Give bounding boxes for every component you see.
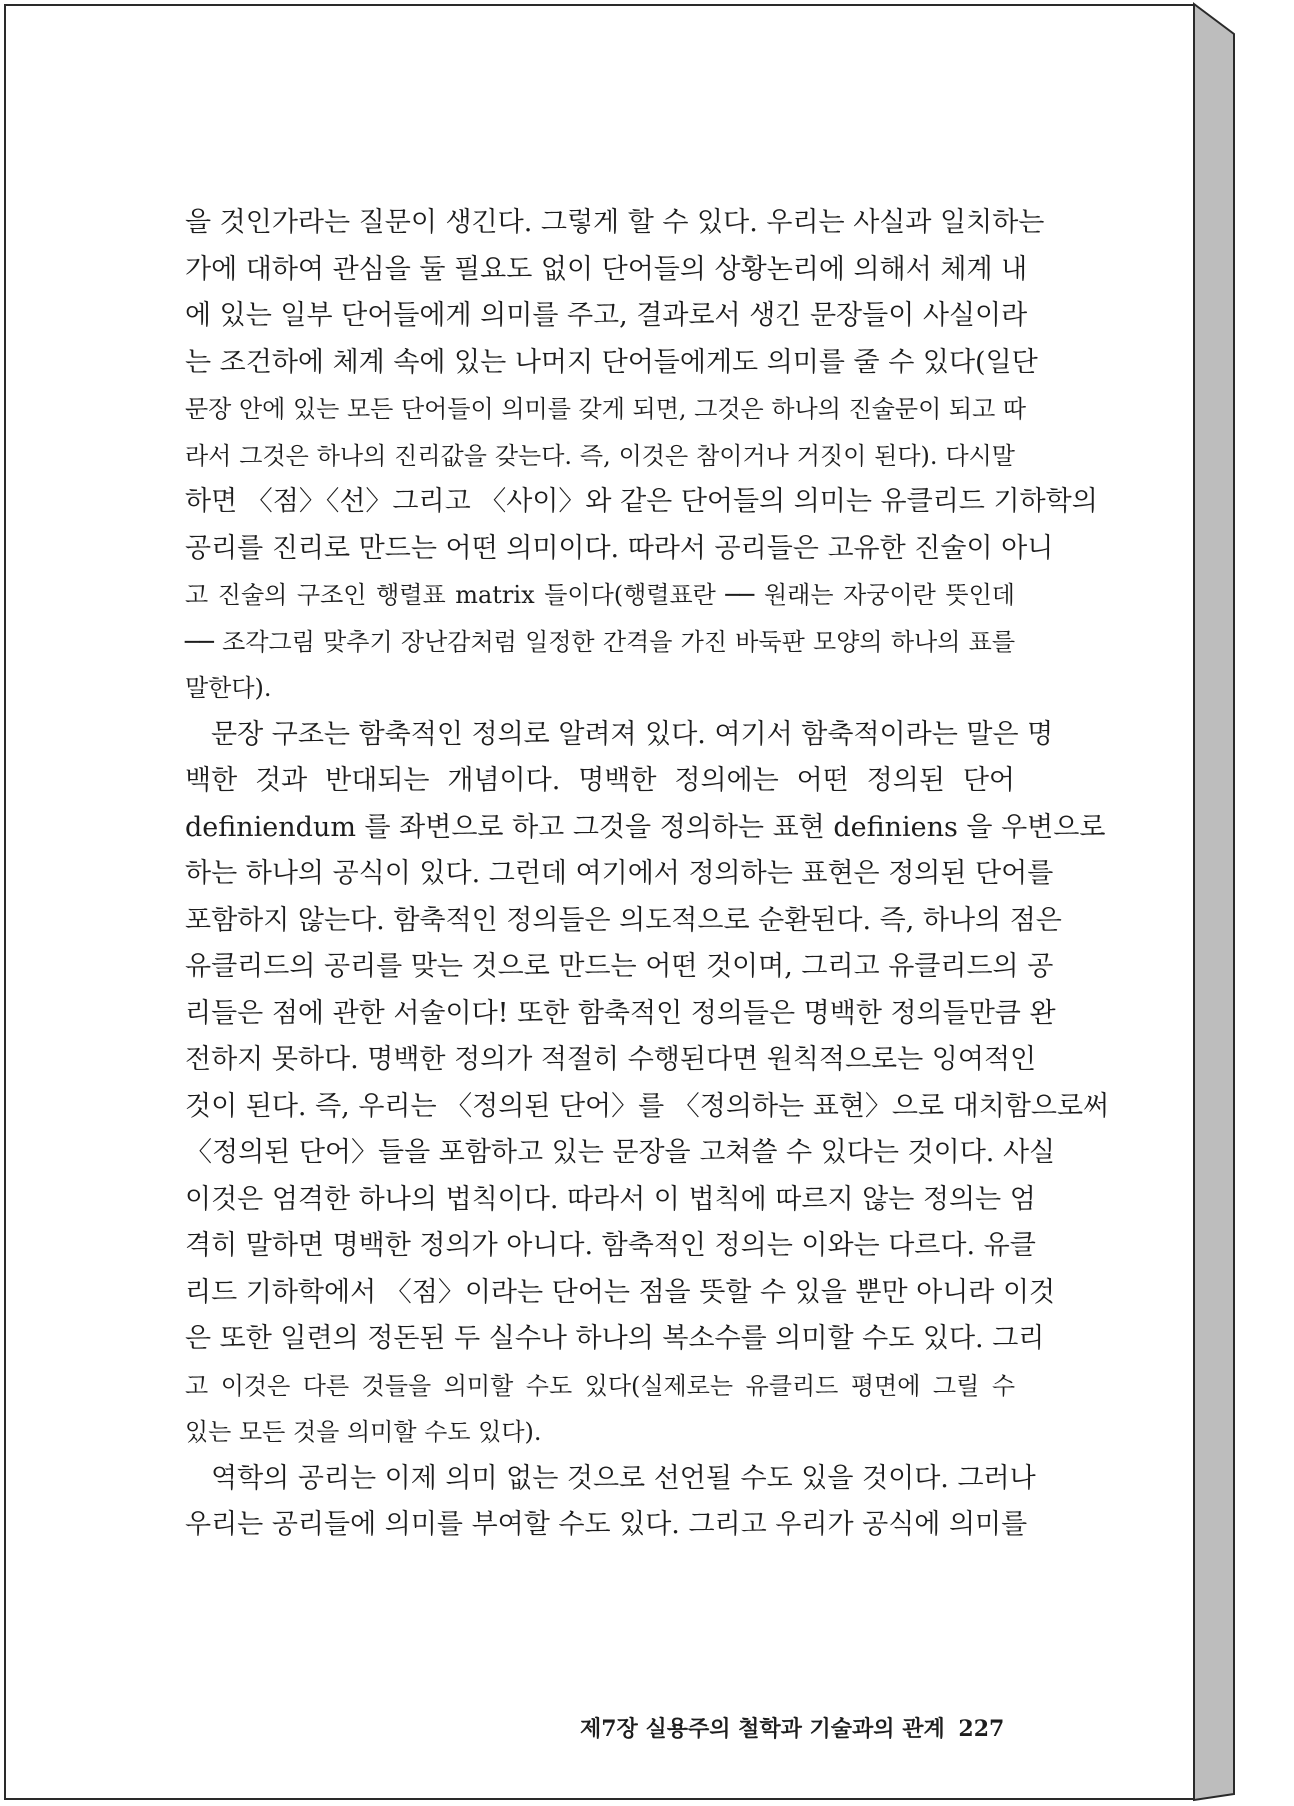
text-line: 고 진술의 구조인 행렬표 matrix 들이다(행렬표란 ── 원래는 자궁이란 뜻인데 bbox=[185, 581, 1015, 609]
text-line: 라서 그것은 하나의 진리값을 갖는다. 즉, 이것은 참이거나 거짓이 된다). 다시말 bbox=[185, 441, 1015, 470]
text-line: 에 있는 일부 단어들에게 의미를 주고, 결과로서 생긴 문장들이 사실이라 bbox=[185, 300, 1028, 331]
body-text bbox=[185, 200, 1110, 1549]
text-line: 문장 안에 있는 모든 단어들이 의미를 갖게 되면, 그것은 하나의 진술문이 되고 따 bbox=[185, 395, 1027, 423]
text-line: 이것은 엄격한 하나의 법칙이다. 따라서 이 법칙에 따르지 않는 정의는 엄 bbox=[185, 1183, 1036, 1215]
text-line: 하면 〈점〉〈선〉그리고 〈사이〉와 같은 단어들의 의미는 유클리드 기하학의 bbox=[185, 486, 1098, 517]
text-line: 것이 된다. 즉, 우리는 〈정의된 단어〉를 〈정의하는 표현〉으로 대치함으로써 bbox=[185, 1090, 1110, 1122]
text-line: 가에 대하여 관심을 둘 필요도 없이 단어들의 상황논리에 의해서 체계 내 bbox=[185, 253, 1028, 285]
text-line: 하는 하나의 공식이 있다. 그런데 여기에서 정의하는 표현은 정의된 단어를 bbox=[185, 858, 1054, 889]
text-line: 리드 기하학에서 〈점〉이라는 단어는 점을 뜻할 수 있을 뿐만 아니라 이것 bbox=[185, 1276, 1056, 1308]
text-line: 있는 모든 것을 의미할 수도 있다). bbox=[185, 1418, 542, 1446]
text-line: ── 조각그림 맞추기 장난감처럼 일정한 간격을 가진 바둑판 모양의 하나의 표를 bbox=[185, 627, 1015, 656]
text-line: definiendum 를 좌변으로 하고 그것을 정의하는 표현 definiens 을 우변으로 bbox=[185, 811, 1106, 843]
text-line: 포함하지 않는다. 함축적인 정의들은 의도적으로 순환된다. 즉, 하나의 점은 bbox=[185, 904, 1062, 936]
text-line: 고 이것은 다른 것들을 의미할 수도 있다(실제로는 유클리드 평면에 그릴 수 bbox=[185, 1371, 1015, 1400]
text-line: 전하지 못하다. 명백한 정의가 적절히 수행된다면 원칙적으로는 잉여적인 bbox=[185, 1044, 1037, 1075]
page-number: 227 bbox=[958, 1716, 1005, 1742]
text-line: 백한 것과 반대되는 개념이다. 명백한 정의에는 어떤 정의된 단어 bbox=[185, 765, 1015, 796]
running-footer bbox=[580, 1712, 1005, 1743]
text-line: 격히 말하면 명백한 정의가 아니다. 함축적인 정의는 이와는 다르다. 유클 bbox=[185, 1230, 1036, 1261]
text-line: 은 또한 일련의 정돈된 두 실수나 하나의 복소수를 의미할 수도 있다. 그리 bbox=[185, 1323, 1045, 1354]
text-line: 말한다). bbox=[185, 674, 272, 702]
text-line: 공리를 진리로 만드는 어떤 의미이다. 따라서 공리들은 고유한 진술이 아니 bbox=[185, 532, 1054, 564]
text-line: 는 조건하에 체계 속에 있는 나머지 단어들에게도 의미를 줄 수 있다(일단 bbox=[185, 346, 1038, 378]
text-line: 우리는 공리들에 의미를 부여할 수도 있다. 그리고 우리가 공식에 의미를 bbox=[185, 1509, 1028, 1540]
page-stack-edge bbox=[1194, 4, 1244, 1800]
chapter-title: 제7장 실용주의 철학과 기술과의 관계 bbox=[580, 1716, 945, 1742]
text-line: 을 것인가라는 질문이 생긴다. 그렇게 할 수 있다. 우리는 사실과 일치하는 bbox=[185, 207, 1045, 238]
text-line: 〈정의된 단어〉들을 포함하고 있는 문장을 고쳐쓸 수 있다는 것이다. 사실 bbox=[185, 1137, 1056, 1168]
text-line: 리들은 점에 관한 서술이다! 또한 함축적인 정의들은 명백한 정의들만큼 완 bbox=[185, 997, 1056, 1029]
text-line: 유클리드의 공리를 맞는 것으로 만드는 어떤 것이며, 그리고 유클리드의 공 bbox=[185, 951, 1054, 982]
text-line: 역학의 공리는 이제 의미 없는 것으로 선언될 수도 있을 것이다. 그러나 bbox=[211, 1462, 1036, 1494]
text-line: 문장 구조는 함축적인 정의로 알려져 있다. 여기서 함축적이라는 말은 명 bbox=[211, 718, 1054, 750]
